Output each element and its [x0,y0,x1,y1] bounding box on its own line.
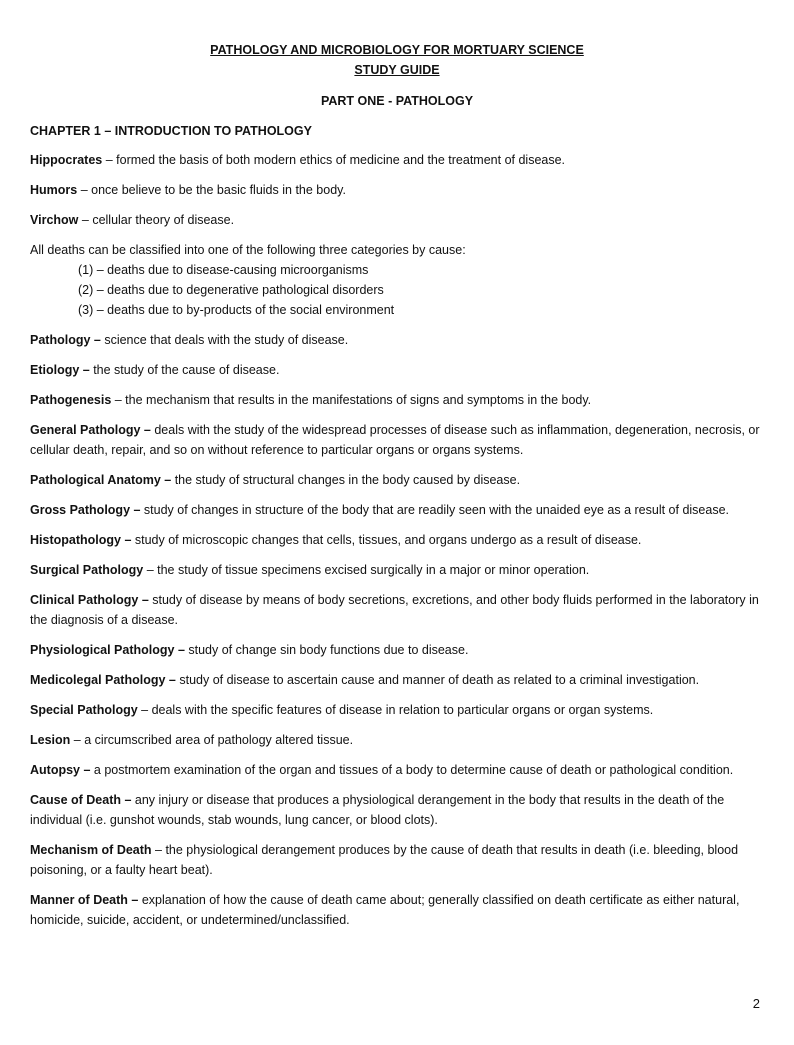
definition-separator: – [78,213,93,227]
categories-list [30,260,764,320]
definition-clinical-pathology [30,590,764,630]
definition-term: General Pathology – [30,423,151,437]
definition-term: Surgical Pathology [30,563,144,577]
definition-text: the study of the cause of disease. [89,363,280,377]
definition-mechanism-of-death [30,840,764,880]
definition-pathology [30,330,764,350]
definition-text: – the physiological derangement produces by the cause of death that results in death (i.e. bleeding, blood poisoning, or a faulty heart beat). [30,843,739,877]
definition-text: formed the basis of both modern ethics of medicine and the treatment of disease. [116,153,566,167]
definition-text: study of disease by means of body secretions, excretions, and other body fluids performed in the laboratory in the diagnosis of a disease. [30,593,759,627]
definition-gross-pathology [30,500,764,520]
definition-histopathology [30,530,764,550]
definition-term: Gross Pathology – [30,503,141,517]
definition-term: Special Pathology [30,703,138,717]
definition-cause-of-death [30,790,764,830]
chapter-heading: CHAPTER 1 – INTRODUCTION TO PATHOLOGY [30,124,312,138]
definition-physiological-pathology [30,640,764,660]
definition-text: – the study of tissue specimens excised surgically in a major or minor operation. [143,563,590,577]
definition-text: study of disease to ascertain cause and manner of death as related to a criminal investigation. [175,673,700,687]
document-title: PATHOLOGY AND MICROBIOLOGY FOR MORTUARY SCIENCE [210,43,584,57]
definition-term: Lesion [30,733,71,747]
definition-term: Clinical Pathology – [30,593,149,607]
definition-pathological-anatomy [30,470,764,490]
categories-intro: All deaths can be classified into one of the following three categories by cause: [30,243,466,257]
definition-lesion [30,730,764,750]
part-heading: PART ONE - PATHOLOGY [320,94,474,108]
definition-term: Virchow [30,213,79,227]
definition-separator: – [102,153,117,167]
document-page [30,40,764,930]
definition-hippocrates [30,150,764,170]
definition-text: study of change sin body functions due to disease. [184,643,469,657]
category-item: (3) – deaths due to by-products of the social environment [78,303,395,317]
page-number: 2 [752,996,760,1011]
definition-term: Histopathology – [30,533,132,547]
definition-term: Pathological Anatomy – [30,473,172,487]
definition-text: – a circumscribed area of pathology altered tissue. [70,733,354,747]
definition-term: Mechanism of Death [30,843,152,857]
definition-autopsy [30,760,764,780]
definition-etiology [30,360,764,380]
definition-term: Pathology – [30,333,101,347]
definition-term: Physiological Pathology – [30,643,185,657]
definition-text: science that deals with the study of disease. [100,333,349,347]
definition-pathogenesis [30,390,764,410]
definition-special-pathology [30,700,764,720]
definition-humors [30,180,764,200]
category-item: (2) – deaths due to degenerative pathological disorders [78,283,384,297]
definition-term: Medicolegal Pathology – [30,673,176,687]
definition-term: Pathogenesis [30,393,112,407]
definition-term: Humors [30,183,78,197]
definition-text: explanation of how the cause of death came about; generally classified on death certificate as either natural, homicide, suicide, accident, or undetermined/unclassified. [30,893,740,927]
definition-text: once believe to be the basic fluids in the body. [91,183,346,197]
definition-virchow [30,210,764,230]
definition-text: – the mechanism that results in the manifestations of signs and symptoms in the body. [111,393,592,407]
definition-term: Etiology – [30,363,90,377]
definition-medicolegal-pathology [30,670,764,690]
document-subtitle: STUDY GUIDE [354,63,440,77]
definition-term: Hippocrates [30,153,103,167]
definition-general-pathology [30,420,764,460]
definition-separator: – [77,183,92,197]
definition-text: study of changes in structure of the body that are readily seen with the unaided eye as a result of disease. [140,503,730,517]
definition-text: deals with the study of the widespread processes of disease such as inflammation, degeneration, necrosis, or cellular death, repair, and so on without reference to particular organs or organs systems. [30,423,760,457]
definition-text: – deals with the specific features of disease in relation to particular organs or organ systems. [137,703,654,717]
definition-surgical-pathology [30,560,764,580]
definition-text: the study of structural changes in the body caused by disease. [171,473,521,487]
definition-text: study of microscopic changes that cells, tissues, and organs undergo as a result of disease. [131,533,642,547]
definition-term: Cause of Death – [30,793,132,807]
definition-text: cellular theory of disease. [92,213,235,227]
definition-term: Autopsy – [30,763,91,777]
definition-text: any injury or disease that produces a physiological derangement in the body that results in the death of the individual (i.e. gunshot wounds, stab wounds, lung cancer, or blood clots). [30,793,725,827]
definition-term: Manner of Death – [30,893,139,907]
category-item: (1) – deaths due to disease-causing microorganisms [78,263,369,277]
definition-text: a postmortem examination of the organ and tissues of a body to determine cause of death or pathological condition. [90,763,734,777]
definition-manner-of-death [30,890,764,930]
